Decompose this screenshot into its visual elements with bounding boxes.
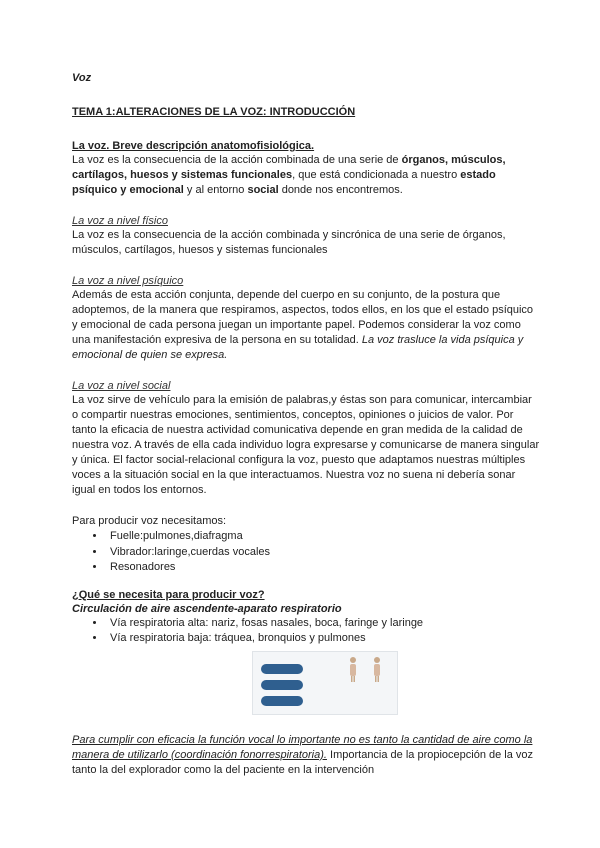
section-anatomy-paragraph (72, 153, 540, 198)
text-run: La voz es la consecuencia de la acción combinada de una serie de (72, 154, 402, 166)
section-psiquico (72, 274, 540, 363)
respiratory-diagram-image (252, 651, 398, 715)
bold-run: estado psíquico y emocional (72, 169, 496, 196)
section-anatomy-heading: La voz. Breve descripción anatomofisiológica. (72, 140, 315, 152)
diagram-pill (261, 696, 303, 706)
section-psiquico-paragraph (72, 288, 540, 363)
section-fisico-heading: La voz a nivel físico (72, 215, 168, 227)
bold-run: social (247, 184, 279, 196)
section-anatomy (72, 139, 540, 198)
anatomy-figure-icon (345, 656, 361, 682)
underlined-italic-run: Para cumplir con eficacia la función vocal lo importante no es tanto la cantidad de aire como la manera de utilizarlo (coordinación fonorrespiratoria). (72, 733, 533, 761)
section-social-paragraph: La voz sirve de vehículo para la emisión de palabras,y éstas son para comunicar, intercambiar o compartir nuestras emociones, sentimientos, conceptos, opiniones o juicios de valor. Por tanto la eficacia de nuestra actividad comunicativa depende en gran medida de la calidad de nuestra voz. A través de ella cada individuo logra expresarse y comunicarse de manera singular y única. El factor social-relacional configura la voz, puesto que adaptamos nuestras múltiples voces a la situación social en la que interactuamos. Nuestra voz no suena ni debería sonar igual en todos los entornos. (72, 394, 540, 496)
text-run: Además de esta acción conjunta, depende del cuerpo en su conjunto, de la postura que adoptemos, de la manera que respiramos, aspectos, todos ellos, en los que el estado psíquico y emocional de cada persona juegan un importante papel. Podemos considerar la voz como una manifestación expresiva de la persona en su totalidad. (72, 289, 534, 346)
list-item: • Fuelle:pulmones,diafragma (106, 529, 540, 545)
list-item: • Vía respiratoria alta: nariz, fosas nasales, boca, faringe y laringe (106, 616, 540, 632)
section-fisico (72, 214, 540, 258)
final-paragraph (72, 733, 540, 778)
section-psiquico-heading: La voz a nivel psíquico (72, 275, 184, 287)
text-run: donde nos encontremos. (278, 184, 403, 196)
list-item: • Vía respiratoria baja: tráquea, bronquios y pulmones (106, 631, 540, 647)
text-run: , que está condicionada a nuestro (292, 169, 461, 181)
section-que-subheading: Circulación de aire ascendente-aparato respiratorio (72, 602, 342, 615)
section-que (72, 588, 540, 647)
section-social-heading: La voz a nivel social (72, 380, 171, 392)
diagram-pill (261, 680, 303, 690)
needs-list (72, 529, 540, 576)
list-item: • Vibrador:laringe,cuerdas vocales (106, 545, 540, 561)
bold-run: órganos, músculos, cartílagos, huesos y sistemas funcionales (72, 154, 506, 181)
airway-list (72, 616, 540, 647)
text-run: y al entorno (183, 184, 248, 196)
needs-intro: Para producir voz necesitamos: (72, 515, 227, 527)
document-title: Voz (72, 72, 92, 84)
section-que-heading: ¿Qué se necesita para producir voz? (72, 588, 265, 601)
section-social (72, 379, 540, 498)
anatomy-figure-icon (369, 656, 385, 682)
list-item: • Resonadores (106, 560, 540, 576)
text-run: Importancia de la propiocepción de la voz tanto la del explorador como la del paciente en la intervención (72, 748, 534, 776)
topic-title: TEMA 1:ALTERACIONES DE LA VOZ: INTRODUCCIÓN (72, 106, 356, 118)
italic-run: La voz trasluce la vida psíquica y emocional de quien se expresa. (72, 334, 524, 361)
section-needs (72, 514, 540, 576)
diagram-pill (261, 664, 303, 674)
section-fisico-paragraph: La voz es la consecuencia de la acción combinada y sincrónica de una serie de órganos, músculos, cartílagos, huesos y sistemas funcionales (72, 229, 506, 256)
